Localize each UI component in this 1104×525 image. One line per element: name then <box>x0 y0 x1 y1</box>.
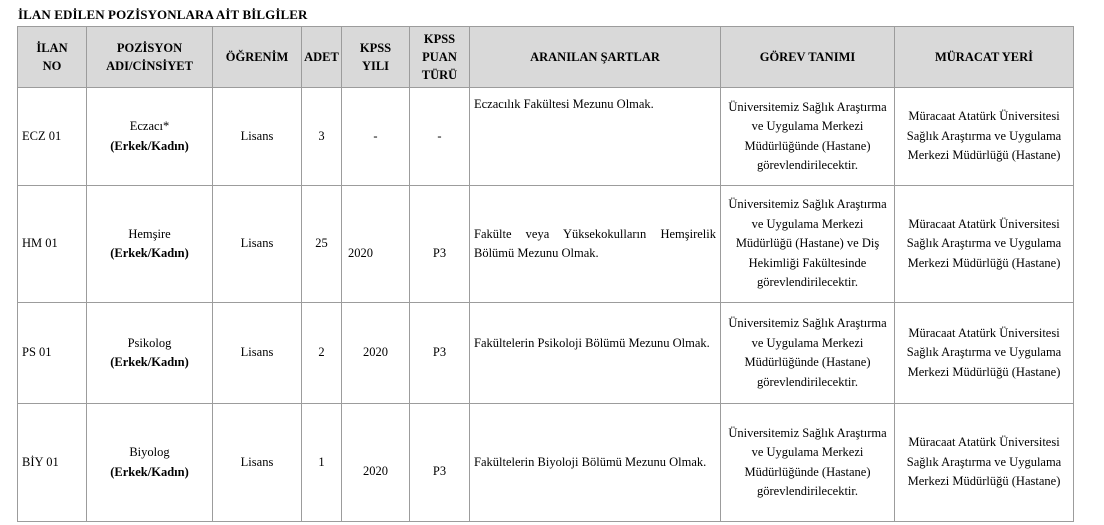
cell-ilan-no: PS 01 <box>18 303 87 404</box>
cell-muracat: Müracaat Atatürk Üniversitesi Sağlık Araştırma ve Uygulama Merkezi Müdürlüğü (Hastane) <box>895 186 1074 303</box>
cell-ogrenim: Lisans <box>213 404 302 522</box>
cell-kpss-yili: 2020 <box>342 303 410 404</box>
cell-sartlar: Fakülte veya Yüksekokulların Hemşirelik Bölümü Mezunu Olmak. <box>470 186 721 303</box>
header-ilan-no: İLAN NO <box>18 27 87 88</box>
cell-adet: 25 <box>302 186 342 303</box>
cell-muracat: Müracaat Atatürk Üniversitesi Sağlık Araştırma ve Uygulama Merkezi Müdürlüğü (Hastane) <box>895 88 1074 186</box>
header-adet: ADET <box>302 27 342 88</box>
table-row <box>18 186 1074 303</box>
cell-pozisyon: Eczacı* (Erkek/Kadın) <box>87 88 213 186</box>
cell-kpss-puan: P3 <box>410 186 470 303</box>
cell-muracat: Müracaat Atatürk Üniversitesi Sağlık Araştırma ve Uygulama Merkezi Müdürlüğü (Hastane) <box>895 303 1074 404</box>
positions-table <box>17 26 1074 522</box>
cell-ogrenim: Lisans <box>213 88 302 186</box>
page-title: İLAN EDİLEN POZİSYONLARA AİT BİLGİLER <box>18 7 308 22</box>
cell-muracat: Müracaat Atatürk Üniversitesi Sağlık Araştırma ve Uygulama Merkezi Müdürlüğü (Hastane) <box>895 404 1074 522</box>
cell-kpss-puan: P3 <box>410 404 470 522</box>
cell-ilan-no: ECZ 01 <box>18 88 87 186</box>
cell-kpss-puan: - <box>410 88 470 186</box>
header-kpss-yili: KPSS YILI <box>342 27 410 88</box>
cell-sartlar: Eczacılık Fakültesi Mezunu Olmak. <box>470 88 721 186</box>
cell-ilan-no: BİY 01 <box>18 404 87 522</box>
cell-gorev: Üniversitemiz Sağlık Araştırma ve Uygulama Merkezi Müdürlüğünde (Hastane) görevlendirilecektir. <box>721 303 895 404</box>
cell-adet: 1 <box>302 404 342 522</box>
cell-sartlar: Fakültelerin Psikoloji Bölümü Mezunu Olmak. <box>470 303 721 404</box>
header-sartlar: ARANILAN ŞARTLAR <box>470 27 721 88</box>
cell-kpss-puan: P3 <box>410 303 470 404</box>
cell-kpss-yili: - <box>342 88 410 186</box>
cell-pozisyon: Hemşire (Erkek/Kadın) <box>87 186 213 303</box>
header-ogrenim: ÖĞRENİM <box>213 27 302 88</box>
cell-ogrenim: Lisans <box>213 303 302 404</box>
cell-adet: 2 <box>302 303 342 404</box>
cell-gorev: Üniversitemiz Sağlık Araştırma ve Uygulama Merkezi Müdürlüğünde (Hastane) görevlendirilecektir. <box>721 404 895 522</box>
cell-pozisyon: Biyolog (Erkek/Kadın) <box>87 404 213 522</box>
table-row <box>18 88 1074 186</box>
cell-ilan-no: HM 01 <box>18 186 87 303</box>
header-pozisyon: POZİSYON ADI/CİNSİYET <box>87 27 213 88</box>
cell-ogrenim: Lisans <box>213 186 302 303</box>
table-row <box>18 303 1074 404</box>
cell-adet: 3 <box>302 88 342 186</box>
cell-gorev: Üniversitemiz Sağlık Araştırma ve Uygulama Merkezi Müdürlüğü (Hastane) ve Diş Hekimliği Fakültesinde görevlendirilecektir. <box>721 186 895 303</box>
header-gorev: GÖREV TANIMI <box>721 27 895 88</box>
header-muracat: MÜRACAT YERİ <box>895 27 1074 88</box>
cell-pozisyon: Psikolog (Erkek/Kadın) <box>87 303 213 404</box>
header-kpss-puan: KPSS PUAN TÜRÜ <box>410 27 470 88</box>
table-row <box>18 404 1074 522</box>
cell-kpss-yili: 2020 <box>342 186 410 303</box>
cell-kpss-yili: 2020 <box>342 404 410 522</box>
cell-sartlar: Fakültelerin Biyoloji Bölümü Mezunu Olmak. <box>470 404 721 522</box>
cell-gorev: Üniversitemiz Sağlık Araştırma ve Uygulama Merkezi Müdürlüğünde (Hastane) görevlendirilecektir. <box>721 88 895 186</box>
header-row <box>18 27 1074 88</box>
